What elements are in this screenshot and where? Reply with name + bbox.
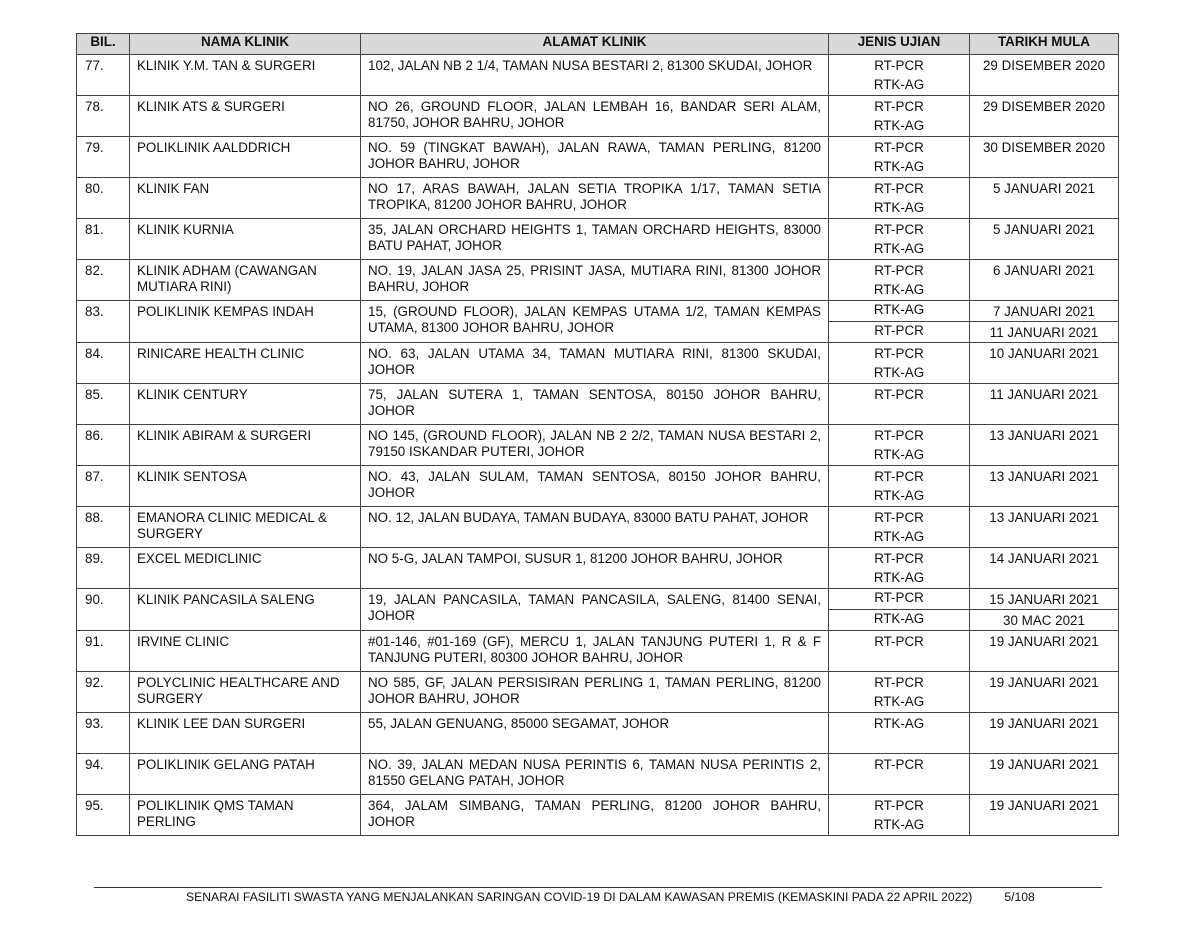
clinic-name: RINICARE HEALTH CLINIC [130, 343, 361, 384]
clinic-name: KLINIK LEE DAN SURGERI [130, 713, 361, 754]
clinic-address: NO. 59 (TINGKAT BAWAH), JALAN RAWA, TAMAN PERLING, 81200 JOHOR BAHRU, JOHOR [361, 137, 829, 178]
test-type: RT-PCR [874, 469, 924, 484]
clinic-name: POLYCLINIC HEALTHCARE AND SURGERY [130, 672, 361, 713]
clinic-name: EMANORA CLINIC MEDICAL & SURGERY [130, 507, 361, 548]
clinic-address: NO. 12, JALAN BUDAYA, TAMAN BUDAYA, 83000 BATU PAHAT, JOHOR [361, 507, 829, 548]
table-row [77, 384, 1119, 425]
test-types [829, 219, 970, 260]
start-date: 19 JANUARI 2021 [970, 713, 1119, 754]
test-type: RTK-AG [873, 77, 925, 92]
test-types [829, 713, 970, 754]
table-row [77, 672, 1119, 713]
test-type: RT-PCR [874, 798, 924, 813]
clinic-name: POLIKLINIK KEMPAS INDAH [130, 301, 361, 343]
start-date: 29 DISEMBER 2020 [970, 55, 1119, 96]
clinic-name: KLINIK PANCASILA SALENG [130, 589, 361, 631]
clinic-address: NO. 19, JALAN JASA 25, PRISINT JASA, MUTIARA RINI, 81300 JOHOR BAHRU, JOHOR [361, 260, 829, 301]
test-type: RTK-AG [873, 159, 925, 174]
start-date: 15 JANUARI 2021 [970, 589, 1119, 610]
test-type: RTK-AG [873, 282, 925, 297]
clinic-address: 15, (GROUND FLOOR), JALAN KEMPAS UTAMA 1/2, TAMAN KEMPAS UTAMA, 81300 JOHOR BAHRU, JOHOR [361, 301, 829, 343]
test-types [829, 137, 970, 178]
page-footer [186, 890, 1035, 904]
clinic-address: 364, JALAM SIMBANG, TAMAN PERLING, 81200 JOHOR BAHRU, JOHOR [361, 795, 829, 836]
clinic-address: 35, JALAN ORCHARD HEIGHTS 1, TAMAN ORCHARD HEIGHTS, 83000 BATU PAHAT, JOHOR [361, 219, 829, 260]
start-date: 13 JANUARI 2021 [970, 425, 1119, 466]
clinic-name: KLINIK SENTOSA [130, 466, 361, 507]
test-type: RT-PCR [874, 140, 924, 155]
table-row [77, 507, 1119, 548]
test-types [829, 384, 970, 425]
clinic-name: POLIKLINIK AALDDRICH [130, 137, 361, 178]
row-number: 89. [77, 548, 130, 589]
start-date: 29 DISEMBER 2020 [970, 96, 1119, 137]
start-date: 19 JANUARI 2021 [970, 672, 1119, 713]
table-row [77, 754, 1119, 795]
row-number: 80. [77, 178, 130, 219]
col-header-jenis: JENIS UJIAN [829, 34, 970, 55]
test-type: RT-PCR [874, 428, 924, 443]
row-number: 90. [77, 589, 130, 631]
row-number: 84. [77, 343, 130, 384]
table-row [77, 548, 1119, 589]
clinic-name: KLINIK Y.M. TAN & SURGERI [130, 55, 361, 96]
start-date: 11 JANUARI 2021 [970, 384, 1119, 425]
test-type: RT-PCR [874, 58, 924, 73]
clinic-name: KLINIK ATS & SURGERI [130, 96, 361, 137]
test-type: RTK-AG [873, 200, 925, 215]
row-number: 83. [77, 301, 130, 343]
test-type: RT-PCR [874, 551, 924, 566]
start-date: 19 JANUARI 2021 [970, 754, 1119, 795]
test-types [829, 631, 970, 672]
clinic-name: KLINIK KURNIA [130, 219, 361, 260]
test-types [829, 548, 970, 589]
test-types [829, 466, 970, 507]
test-type: RTK-AG [873, 241, 925, 256]
test-types [829, 507, 970, 548]
row-number: 91. [77, 631, 130, 672]
test-types [829, 96, 970, 137]
test-types [829, 754, 970, 795]
start-date: 10 JANUARI 2021 [970, 343, 1119, 384]
test-type: RTK-AG [873, 694, 925, 709]
table-header [77, 34, 1119, 55]
test-type: RT-PCR [874, 757, 924, 772]
start-date: 30 MAC 2021 [970, 610, 1119, 631]
page-number: 5/108 [1004, 890, 1035, 904]
test-type: RT-PCR [874, 510, 924, 525]
clinic-name: POLIKLINIK GELANG PATAH [130, 754, 361, 795]
table-row [77, 466, 1119, 507]
table-row [77, 631, 1119, 672]
test-type: RT-PCR [874, 181, 924, 196]
test-type: RTK-AG [873, 817, 925, 832]
clinic-name: POLIKLINIK QMS TAMAN PERLING [130, 795, 361, 836]
table-row [77, 343, 1119, 384]
table-row [77, 219, 1119, 260]
table-row [77, 425, 1119, 466]
row-number: 92. [77, 672, 130, 713]
clinic-address: NO. 43, JALAN SULAM, TAMAN SENTOSA, 80150 JOHOR BAHRU, JOHOR [361, 466, 829, 507]
start-date: 14 JANUARI 2021 [970, 548, 1119, 589]
row-number: 79. [77, 137, 130, 178]
row-number: 88. [77, 507, 130, 548]
row-number: 85. [77, 384, 130, 425]
table-body [77, 55, 1119, 836]
clinic-name: KLINIK ABIRAM & SURGERI [130, 425, 361, 466]
table-row [77, 55, 1119, 96]
test-type: RT-PCR [874, 634, 924, 649]
row-number: 82. [77, 260, 130, 301]
test-type: RT-PCR [874, 675, 924, 690]
col-header-alamat: ALAMAT KLINIK [361, 34, 829, 55]
clinic-address: 55, JALAN GENUANG, 85000 SEGAMAT, JOHOR [361, 713, 829, 754]
clinic-address: NO 585, GF, JALAN PERSISIRAN PERLING 1, TAMAN PERLING, 81200 JOHOR BAHRU, JOHOR [361, 672, 829, 713]
test-types [829, 425, 970, 466]
clinic-address: NO 26, GROUND FLOOR, JALAN LEMBAH 16, BANDAR SERI ALAM, 81750, JOHOR BAHRU, JOHOR [361, 96, 829, 137]
clinic-address: 102, JALAN NB 2 1/4, TAMAN NUSA BESTARI 2, 81300 SKUDAI, JOHOR [361, 55, 829, 96]
table-row [77, 178, 1119, 219]
table-row [77, 260, 1119, 301]
test-types [829, 178, 970, 219]
start-date: 6 JANUARI 2021 [970, 260, 1119, 301]
test-type: RTK-AG [873, 118, 925, 133]
clinic-name: KLINIK FAN [130, 178, 361, 219]
test-types [829, 672, 970, 713]
test-type: RT-PCR [829, 322, 970, 343]
test-type: RTK-AG [873, 447, 925, 462]
table-row [77, 589, 1119, 610]
start-date: 11 JANUARI 2021 [970, 322, 1119, 343]
col-header-tarikh: TARIKH MULA [970, 34, 1119, 55]
col-header-nama: NAMA KLINIK [130, 34, 361, 55]
row-number: 81. [77, 219, 130, 260]
test-type: RT-PCR [874, 263, 924, 278]
start-date: 5 JANUARI 2021 [970, 219, 1119, 260]
test-type: RTK-AG [873, 488, 925, 503]
table-row [77, 713, 1119, 754]
start-date: 13 JANUARI 2021 [970, 507, 1119, 548]
start-date: 7 JANUARI 2021 [970, 301, 1119, 322]
row-number: 77. [77, 55, 130, 96]
row-number: 94. [77, 754, 130, 795]
table-row [77, 96, 1119, 137]
clinic-name: KLINIK ADHAM (CAWANGAN MUTIARA RINI) [130, 260, 361, 301]
test-types [829, 55, 970, 96]
test-type: RT-PCR [874, 346, 924, 361]
table-row [77, 301, 1119, 322]
test-type: RT-PCR [829, 589, 970, 610]
test-type: RT-PCR [874, 387, 924, 402]
clinic-name: IRVINE CLINIC [130, 631, 361, 672]
clinic-table [76, 33, 1119, 836]
test-type: RTK-AG [873, 716, 925, 731]
clinic-address: 75, JALAN SUTERA 1, TAMAN SENTOSA, 80150 JOHOR BAHRU, JOHOR [361, 384, 829, 425]
test-types [829, 343, 970, 384]
row-number: 86. [77, 425, 130, 466]
clinic-address: NO 145, (GROUND FLOOR), JALAN NB 2 2/2, TAMAN NUSA BESTARI 2, 79150 ISKANDAR PUTERI, JOHOR [361, 425, 829, 466]
test-type: RTK-AG [873, 529, 925, 544]
table-row [77, 137, 1119, 178]
test-type: RT-PCR [874, 222, 924, 237]
start-date: 19 JANUARI 2021 [970, 795, 1119, 836]
table-row [77, 795, 1119, 836]
test-types [829, 795, 970, 836]
row-number: 78. [77, 96, 130, 137]
row-number: 95. [77, 795, 130, 836]
clinic-name: EXCEL MEDICLINIC [130, 548, 361, 589]
clinic-address: #01-146, #01-169 (GF), MERCU 1, JALAN TANJUNG PUTERI 1, R & F TANJUNG PUTERI, 80300 JOHOR BAHRU, JOHOR [361, 631, 829, 672]
clinic-address: NO. 63, JALAN UTAMA 34, TAMAN MUTIARA RINI, 81300 SKUDAI, JOHOR [361, 343, 829, 384]
clinic-address: NO. 39, JALAN MEDAN NUSA PERINTIS 6, TAMAN NUSA PERINTIS 2, 81550 GELANG PATAH, JOHOR [361, 754, 829, 795]
clinic-address: NO 17, ARAS BAWAH, JALAN SETIA TROPIKA 1/17, TAMAN SETIA TROPIKA, 81200 JOHOR BAHRU, JOHOR [361, 178, 829, 219]
start-date: 19 JANUARI 2021 [970, 631, 1119, 672]
clinic-address: 19, JALAN PANCASILA, TAMAN PANCASILA, SALENG, 81400 SENAI, JOHOR [361, 589, 829, 631]
clinic-address: NO 5-G, JALAN TAMPOI, SUSUR 1, 81200 JOHOR BAHRU, JOHOR [361, 548, 829, 589]
row-number: 87. [77, 466, 130, 507]
test-type: RTK-AG [829, 610, 970, 631]
test-types [829, 260, 970, 301]
row-number: 93. [77, 713, 130, 754]
start-date: 13 JANUARI 2021 [970, 466, 1119, 507]
col-header-bil: BIL. [77, 34, 130, 55]
test-type: RTK-AG [873, 365, 925, 380]
clinic-name: KLINIK CENTURY [130, 384, 361, 425]
start-date: 5 JANUARI 2021 [970, 178, 1119, 219]
footer-divider [94, 887, 1102, 888]
test-type: RT-PCR [874, 99, 924, 114]
start-date: 30 DISEMBER 2020 [970, 137, 1119, 178]
test-type: RTK-AG [829, 301, 970, 322]
footer-title: SENARAI FASILITI SWASTA YANG MENJALANKAN SARINGAN COVID-19 DI DALAM KAWASAN PREMIS (KEMASKINI PADA 22 APRIL 2022) [186, 890, 973, 904]
test-type: RTK-AG [873, 570, 925, 585]
